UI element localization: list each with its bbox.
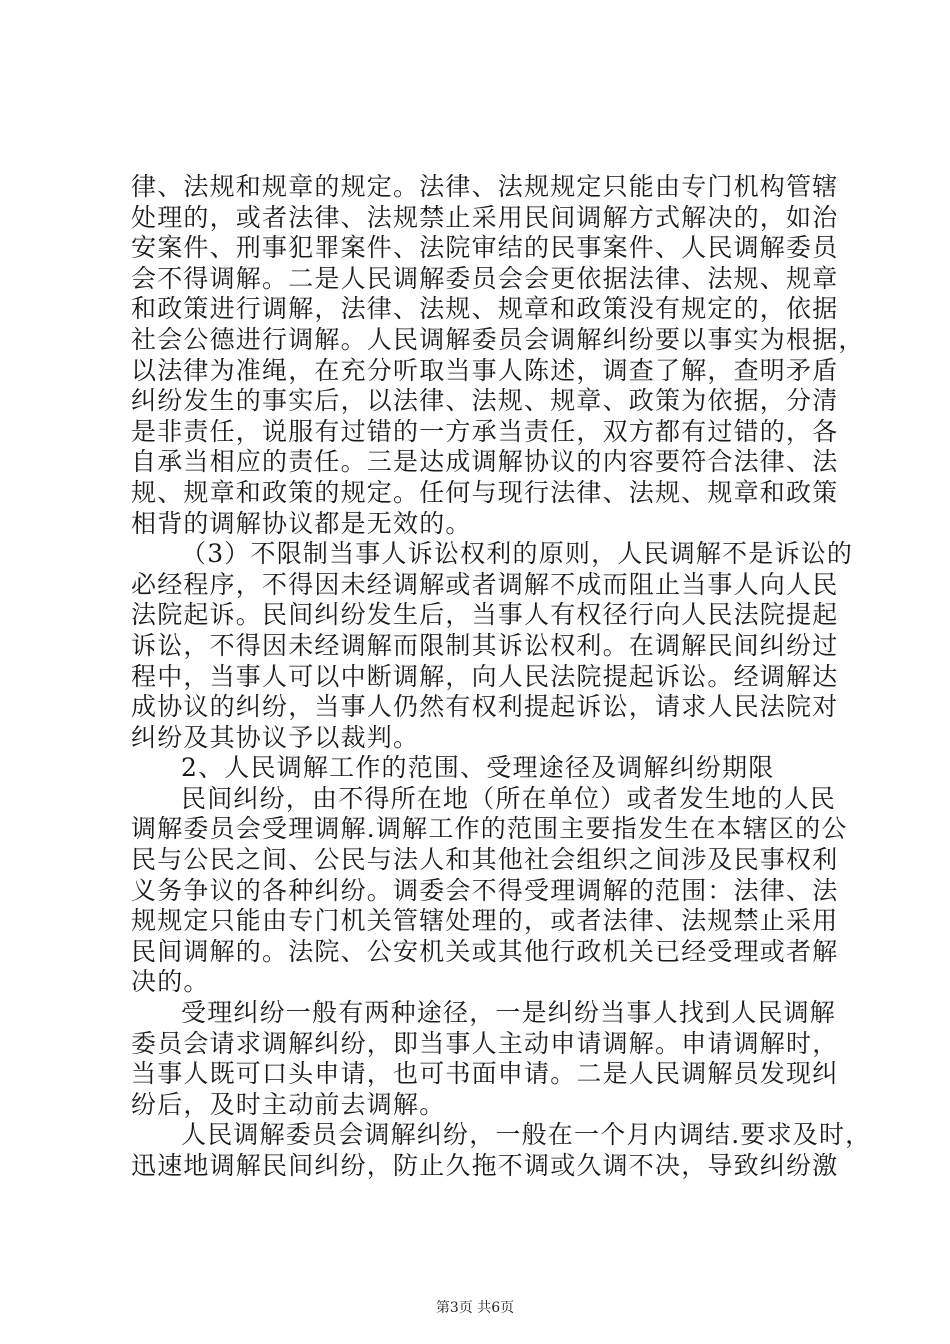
section-heading: 2、人民调解工作的范围、受理途径及调解纠纷期限 bbox=[181, 753, 775, 783]
text-line: 迅速地调解民间纠纷，防止久拖不调或久调不决，导致纠纷激 bbox=[131, 1151, 839, 1180]
text-line: 委员会请求调解纠纷，即当事人主动申请调解。申请调解时， bbox=[131, 1028, 839, 1058]
text-line: 和政策进行调解，法律、法规、规章和政策没有规定的，依据 bbox=[131, 294, 839, 324]
text-line: 是非责任，说服有过错的一方承当责任，双方都有过错的，各 bbox=[131, 416, 839, 446]
body-text bbox=[131, 172, 872, 1182]
text-line: 会不得调解。二是人民调解委员会会更依据法律、法规、规章 bbox=[131, 263, 839, 293]
text-line: 民间调解的。法院、公安机关或其他行政机关已经受理或者解 bbox=[131, 936, 839, 966]
paragraph-start-line: （3）不限制当事人诉讼权利的原则，人民调解不是诉讼的 bbox=[181, 539, 854, 569]
text-line: 以法律为准绳，在充分听取当事人陈述，调查了解，查明矛盾 bbox=[131, 355, 839, 385]
text-line: 决的。 bbox=[131, 967, 210, 997]
text-line: 处理的，或者法律、法规禁止采用民间调解方式解决的，如治 bbox=[131, 202, 839, 232]
text-line: 社会公德进行调解。人民调解委员会调解纠纷要以事实为根据， bbox=[131, 324, 865, 354]
text-line: 诉讼，不得因未经调解而限制其诉讼权利。在调解民间纠纷过 bbox=[131, 630, 839, 660]
text-line: 相背的调解协议都是无效的。 bbox=[131, 508, 472, 538]
text-line: 程中，当事人可以中断调解，向人民法院提起诉讼。经调解达 bbox=[131, 661, 839, 691]
text-line: 法院起诉。民间纠纷发生后，当事人有权径行向人民法院提起 bbox=[131, 600, 839, 630]
text-line: 安案件、刑事犯罪案件、法院审结的民事案件、人民调解委员 bbox=[131, 233, 839, 263]
paragraph-start-line: 民间纠纷，由不得所在地（所在单位）或者发生地的人民 bbox=[181, 783, 837, 813]
text-line: 义务争议的各种纠纷。调委会不得受理调解的范围：法律、法 bbox=[131, 875, 839, 905]
text-line: 自承当相应的责任。三是达成调解协议的内容要符合法律、法 bbox=[131, 447, 839, 477]
paragraph-start-line: 人民调解委员会调解纠纷，一般在一个月内调结.要求及时， bbox=[181, 1120, 872, 1150]
text-line: 纠纷发生的事实后，以法律、法规、规章、政策为依据，分清 bbox=[131, 386, 839, 416]
page-number-footer: 第3页 共6页 bbox=[435, 1300, 515, 1316]
text-line: 规、规章和政策的规定。任何与现行法律、法规、规章和政策 bbox=[131, 477, 839, 507]
paragraph-start-line: 受理纠纷一般有两种途径，一是纠纷当事人找到人民调解 bbox=[181, 998, 837, 1028]
text-line: 调解委员会受理调解.调解工作的范围主要指发生在本辖区的公 bbox=[131, 814, 848, 844]
text-line: 律、法规和规章的规定。法律、法规规定只能由专门机构管辖 bbox=[131, 172, 839, 201]
text-line: 规规定只能由专门机关管辖处理的，或者法律、法规禁止采用 bbox=[131, 906, 839, 936]
text-line: 民与公民之间、公民与法人和其他社会组织之间涉及民事权利 bbox=[131, 845, 839, 875]
text-line: 必经程序，不得因未经调解或者调解不成而阻止当事人向人民 bbox=[131, 569, 839, 599]
text-line: 纷后，及时主动前去调解。 bbox=[131, 1089, 446, 1119]
text-line: 当事人既可口头申请，也可书面申请。二是人民调解员发现纠 bbox=[131, 1059, 839, 1089]
text-line: 成协议的纠纷，当事人仍然有权利提起诉讼，请求人民法院对 bbox=[131, 692, 839, 722]
text-line: 纠纷及其协议予以裁判。 bbox=[131, 722, 420, 752]
